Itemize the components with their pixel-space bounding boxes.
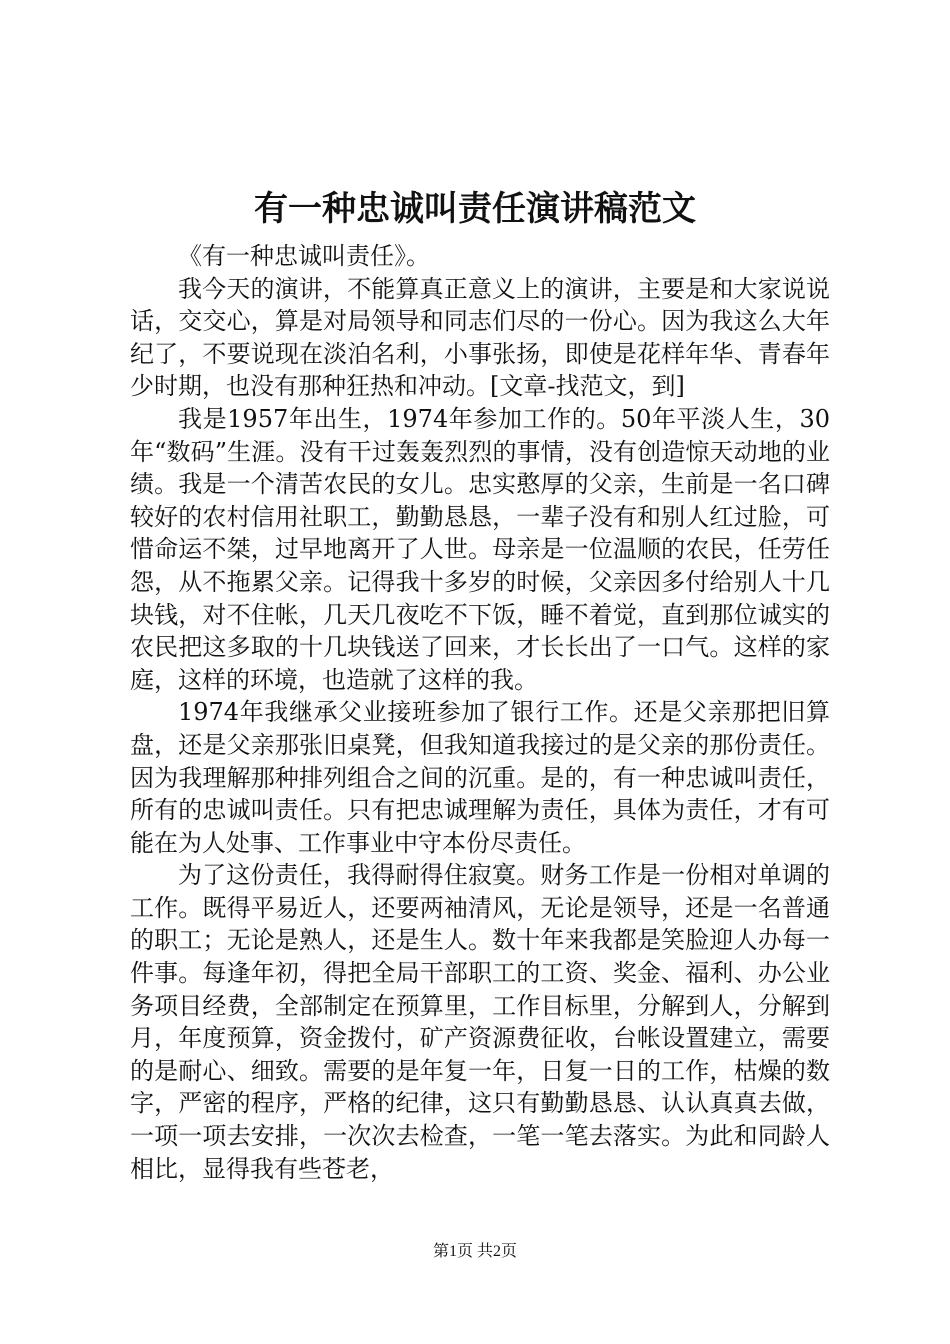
paragraph-2: 我今天的演讲，不能算真正意义上的演讲，主要是和大家说说话，交交心，算是对局领导和同志们尽的一份心。因为我这么大年纪了，不要说现在淡泊名利，小事张扬，即使是花样年华、青春年少时期，也没有那种狂热和冲动。[文章-找范文，到]	[130, 274, 830, 401]
paragraph-1: 《有一种忠诚叫责任》。	[178, 242, 430, 270]
paragraph-4: 1974年我继承父业接班参加了银行工作。还是父亲那把旧算盘，还是父亲那张旧桌凳，但我知道我接过的是父亲的那份责任。因为我理解那种排列组合之间的沉重。是的，有一种忠诚叫责任，所有的忠诚叫责任。只有把忠诚理解为责任，具体为责任，才有可能在为人处事、工作事业中守本份尽责任。	[130, 698, 830, 857]
document-body	[130, 240, 830, 1185]
page-footer: 第1页 共2页	[432, 1243, 517, 1260]
document-title: 有一种忠诚叫责任演讲稿范文	[254, 189, 696, 229]
paragraph-5: 为了这份责任，我得耐得住寂寞。财务工作是一份相对单调的工作。既得平易近人，还要两袖清风，无论是领导，还是一名普通的职工；无论是熟人，还是生人。数十年来我都是笑脸迎人办每一件事。每逢年初，得把全局干部职工的工资、奖金、福利、办公业务项目经费，全部制定在预算里，工作目标里，分解到人，分解到月，年度预算，资金拨付，矿产资源费征收，台帐设置建立，需要的是耐心、细致。需要的是年复一年，日复一日的工作，枯燥的数字，严密的程序，严格的纪律，这只有勤勤恳恳、认认真真去做，一项一项去安排，一次次去检查，一笔一笔去落实。为此和同龄人相比，显得我有些苍老，	[130, 861, 830, 1183]
paragraph-3: 我是1957年出生，1974年参加工作的。50年平淡人生，30年“数码”生涯。没有干过轰轰烈烈的事情，没有创造惊天动地的业绩。我是一个清苦农民的女儿。忠实憨厚的父亲，生前是一名口碑较好的农村信用社职工，勤勤恳恳，一辈子没有和别人红过脸，可惜命运不桀，过早地离开了人世。母亲是一位温顺的农民，任劳任怨，从不拖累父亲。记得我十多岁的时候，父亲因多付给别人十几块钱，对不住帐，几天几夜吃不下饭，睡不着觉，直到那位诚实的农民把这多取的十几块钱送了回来，才长长出了一口气。这样的家庭，这样的环境，也造就了这样的我。	[130, 404, 830, 694]
